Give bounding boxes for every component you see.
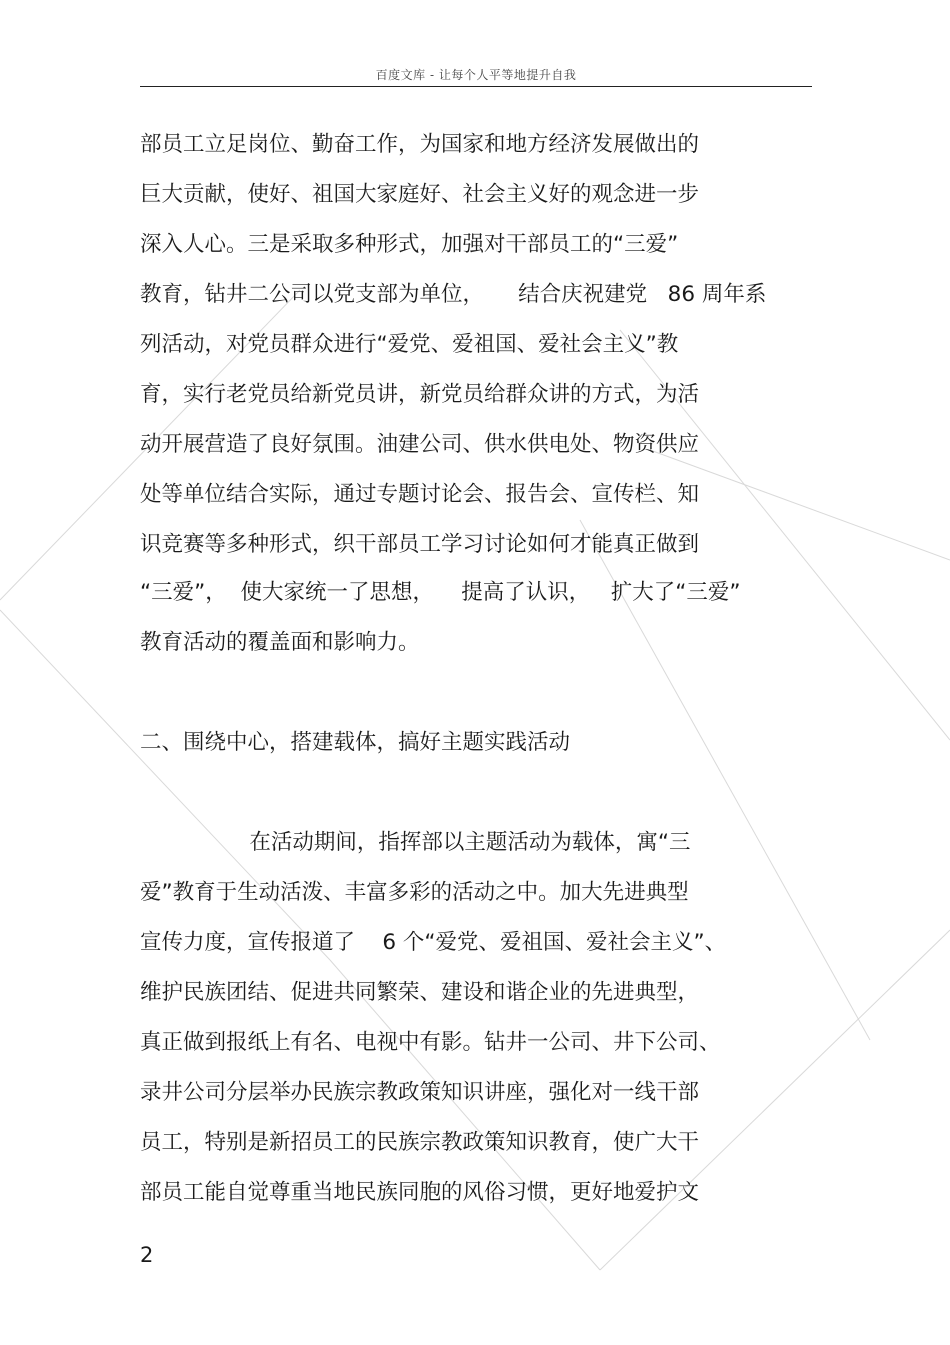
paragraph-line: 宣传力度，宣传报道了 6 个“爱党、爱祖国、爱社会主义”、: [140, 930, 727, 955]
paragraph-line: 在活动期间，指挥部以主题活动为载体，寓“三: [140, 830, 691, 855]
page-number: 2: [140, 1243, 154, 1267]
section-heading: 二、围绕中心，搭建载体，搞好主题实践活动: [140, 730, 571, 755]
header-site-name: 百度文库: [375, 68, 426, 82]
paragraph-line: 录井公司分层举办民族宗教政策知识讲座，强化对一线干部: [140, 1080, 700, 1105]
paragraph-line: 列活动，对党员群众进行“爱党、爱祖国、爱社会主义”教: [140, 332, 679, 357]
paragraph-line: 员工，特别是新招员工的民族宗教政策知识教育，使广大干: [140, 1130, 700, 1155]
paragraph-line: “三爱”， 使大家统一了思想， 提高了认识， 扩大了“三爱”: [140, 580, 741, 605]
paragraph-line: 处等单位结合实际，通过专题讨论会、报告会、宣传栏、知: [140, 482, 700, 507]
paragraph-line: 教育活动的覆盖面和影响力。: [140, 630, 420, 655]
paragraph-line: 深入人心。三是采取多种形式，加强对干部员工的“三爱”: [140, 232, 679, 257]
header-separator: -: [425, 68, 439, 82]
header-divider: [140, 86, 812, 87]
paragraph-line: 动开展营造了良好氛围。油建公司、供水供电处、物资供应: [140, 432, 700, 457]
document-header: [140, 66, 812, 83]
paragraph-line: 识竞赛等多种形式，织干部员工学习讨论如何才能真正做到: [140, 532, 700, 557]
paragraph-line: 爱”教育于生动活泼、丰富多彩的活动之中。加大先进典型: [140, 880, 689, 905]
paragraph-line: 教育，钻井二公司以党支部为单位， 结合庆祝建党 86 周年系: [140, 282, 767, 307]
paragraph-line: 真正做到报纸上有名、电视中有影。钻井一公司、井下公司、: [140, 1030, 721, 1055]
paragraph-line: 部员工立足岗位、勤奋工作，为国家和地方经济发展做出的: [140, 132, 700, 157]
paragraph-line: 巨大贡献，使好、祖国大家庭好、社会主义好的观念进一步: [140, 182, 700, 207]
paragraph-line: 育，实行老党员给新党员讲，新党员给群众讲的方式，为活: [140, 382, 700, 407]
paragraph-line: 部员工能自觉尊重当地民族同胞的风俗习惯，更好地爱护文: [140, 1180, 700, 1205]
paragraph-line: 维护民族团结、促进共同繁荣、建设和谐企业的先进典型，: [140, 980, 700, 1005]
header-slogan: 让每个人平等地提升自我: [438, 68, 577, 82]
